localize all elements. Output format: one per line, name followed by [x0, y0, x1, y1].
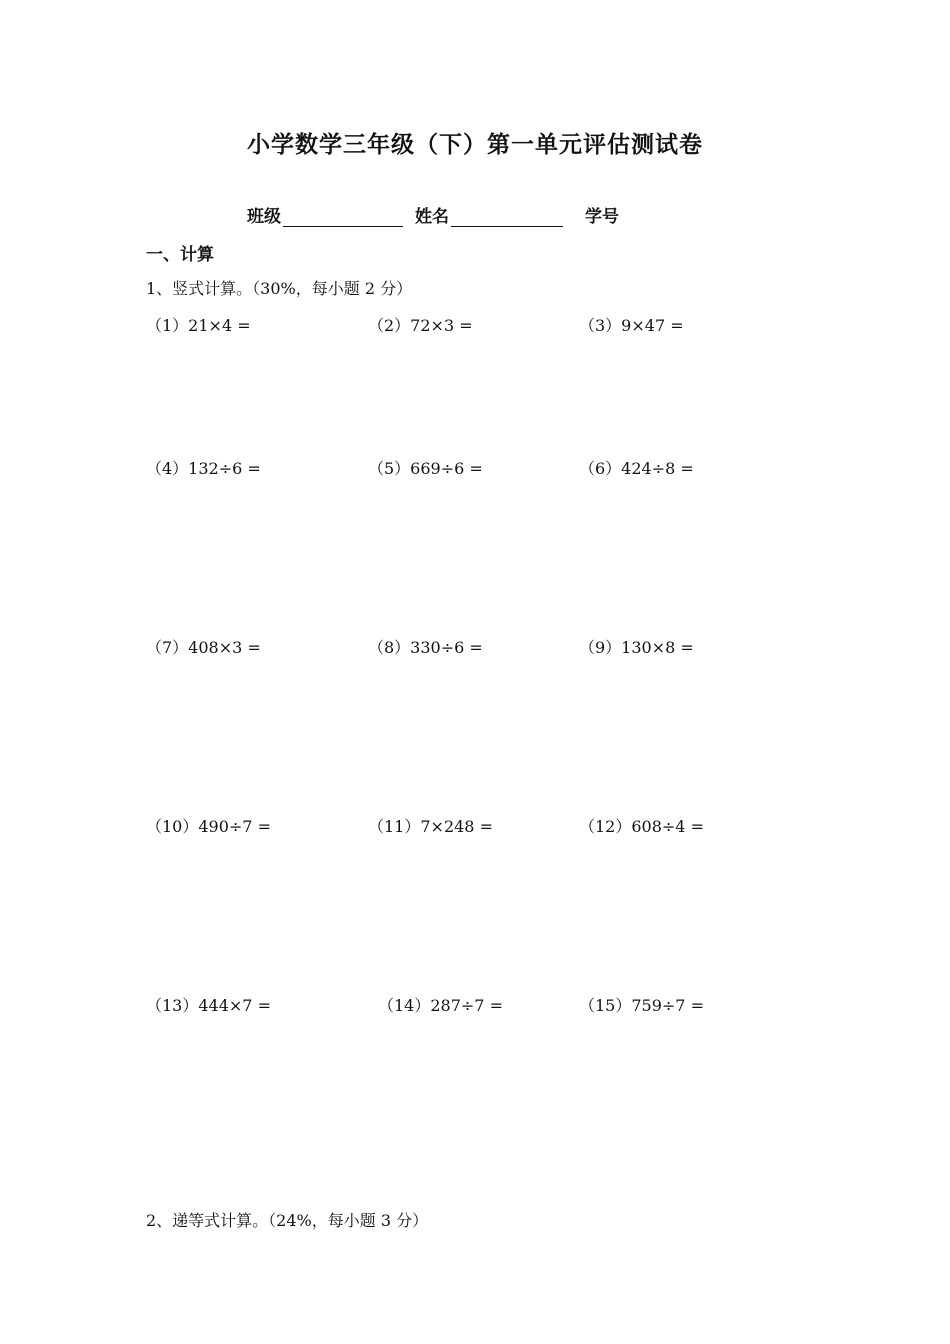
problem-4: （4）132÷6 =: [146, 459, 261, 478]
student-info-line: [247, 202, 619, 227]
problem-1: （1）21×4 =: [146, 316, 251, 335]
problem-12: （12）608÷4 =: [579, 817, 704, 836]
problem-10: （10）490÷7 =: [146, 817, 271, 836]
name-label: 姓名: [415, 207, 449, 227]
section-heading: 一、计算: [146, 245, 214, 265]
part2-heading: 2、递等式计算。（24%，每小题 3 分）: [146, 1211, 429, 1230]
student-number-label: 学号: [585, 207, 619, 227]
part1-heading: 1、竖式计算。（30%，每小题 2 分）: [146, 279, 413, 298]
problem-11: （11）7×248 =: [368, 817, 493, 836]
problem-7: （7）408×3 =: [146, 638, 261, 657]
class-blank[interactable]: [283, 208, 403, 227]
problem-15: （15）759÷7 =: [579, 996, 704, 1015]
problem-13: （13）444×7 =: [146, 996, 271, 1015]
page-title: 小学数学三年级（下）第一单元评估测试卷: [247, 132, 703, 158]
problem-14: （14）287÷7 =: [378, 996, 503, 1015]
problem-6: （6）424÷8 =: [579, 459, 694, 478]
problem-5: （5）669÷6 =: [368, 459, 483, 478]
problem-3: （3）9×47 =: [579, 316, 684, 335]
problem-9: （9）130×8 =: [579, 638, 694, 657]
name-blank[interactable]: [451, 208, 563, 227]
problem-2: （2）72×3 =: [368, 316, 473, 335]
class-label: 班级: [247, 207, 281, 227]
problem-8: （8）330÷6 =: [368, 638, 483, 657]
